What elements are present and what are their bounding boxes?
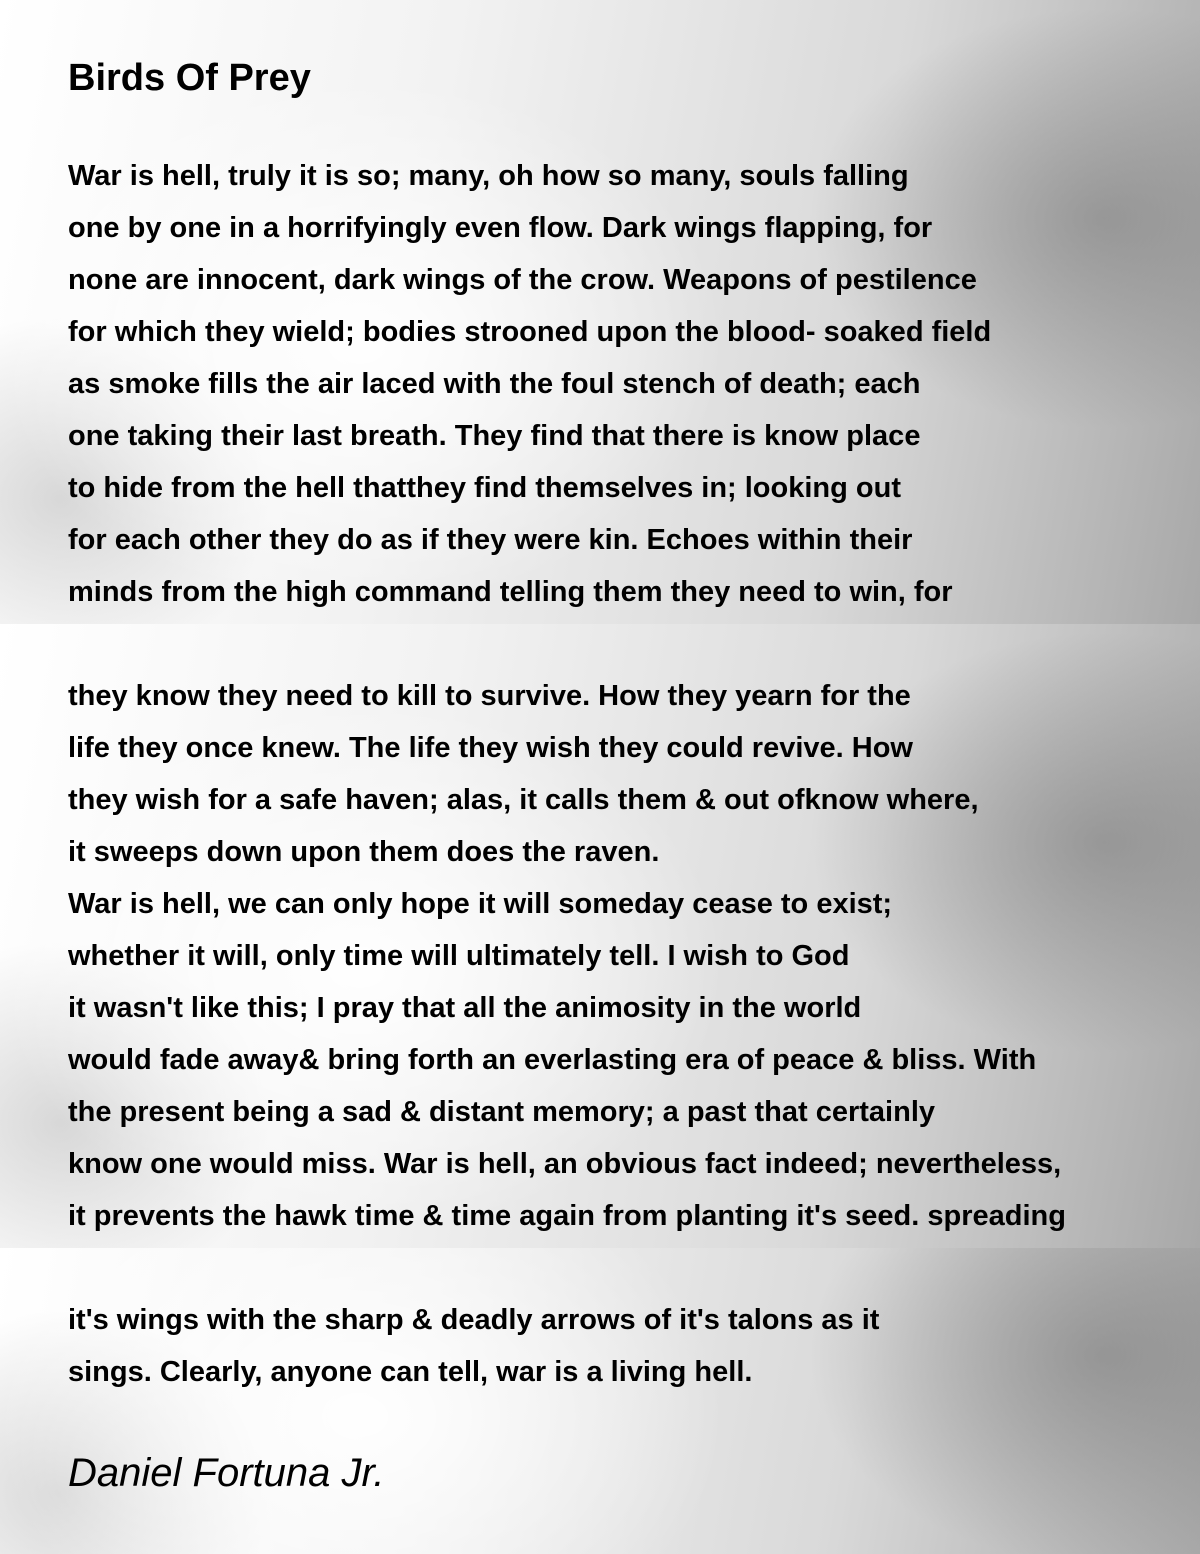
poem-line: it's wings with the sharp & deadly arrows of it's talons as it [68, 1304, 880, 1336]
poem-author: Daniel Fortuna Jr. [68, 1451, 385, 1495]
poem-line: one by one in a horrifyingly even flow. Dark wings flapping, for [68, 212, 933, 244]
poem-line: they know they need to kill to survive. How they yearn for the [68, 680, 911, 712]
poem-line: it sweeps down upon them does the raven. [68, 836, 660, 868]
poem-line: it prevents the hawk time & time again from planting it's seed. spreading [68, 1200, 1066, 1232]
poem-line: War is hell, truly it is so; many, oh how so many, souls falling [68, 160, 909, 192]
poem-section-2 [68, 670, 1066, 1242]
poem-line: whether it will, only time will ultimately tell. I wish to God [68, 940, 850, 972]
poem-line: minds from the high command telling them they need to win, for [68, 576, 953, 608]
poem-panel-2 [0, 624, 1200, 1248]
poem-section-3 [68, 1294, 879, 1398]
poem-line: they wish for a safe haven; alas, it calls them & out ofknow where, [68, 784, 979, 816]
poem-line: to hide from the hell thatthey find themselves in; looking out [68, 472, 901, 504]
poem-line: none are innocent, dark wings of the crow. Weapons of pestilence [68, 264, 977, 296]
poem-panel-1 [0, 0, 1200, 624]
poem-section-1 [68, 150, 991, 618]
poem-line: it wasn't like this; I pray that all the animosity in the world [68, 992, 862, 1024]
poem-line: for which they wield; bodies strooned upon the blood- soaked field [68, 316, 992, 348]
poem-panel-3 [0, 1248, 1200, 1554]
poem-line: would fade away& bring forth an everlasting era of peace & bliss. With [68, 1044, 1037, 1076]
poem-line: sings. Clearly, anyone can tell, war is a living hell. [68, 1356, 753, 1388]
poem-title: Birds Of Prey [68, 57, 311, 99]
poem-line: know one would miss. War is hell, an obvious fact indeed; nevertheless, [68, 1148, 1062, 1180]
poem-line: for each other they do as if they were kin. Echoes within their [68, 524, 913, 556]
poem-line: War is hell, we can only hope it will someday cease to exist; [68, 888, 893, 920]
poem-line: the present being a sad & distant memory; a past that certainly [68, 1096, 935, 1128]
poem-line: life they once knew. The life they wish they could revive. How [68, 732, 913, 764]
poem-line: as smoke fills the air laced with the foul stench of death; each [68, 368, 921, 400]
poem-line: one taking their last breath. They find that there is know place [68, 420, 921, 452]
